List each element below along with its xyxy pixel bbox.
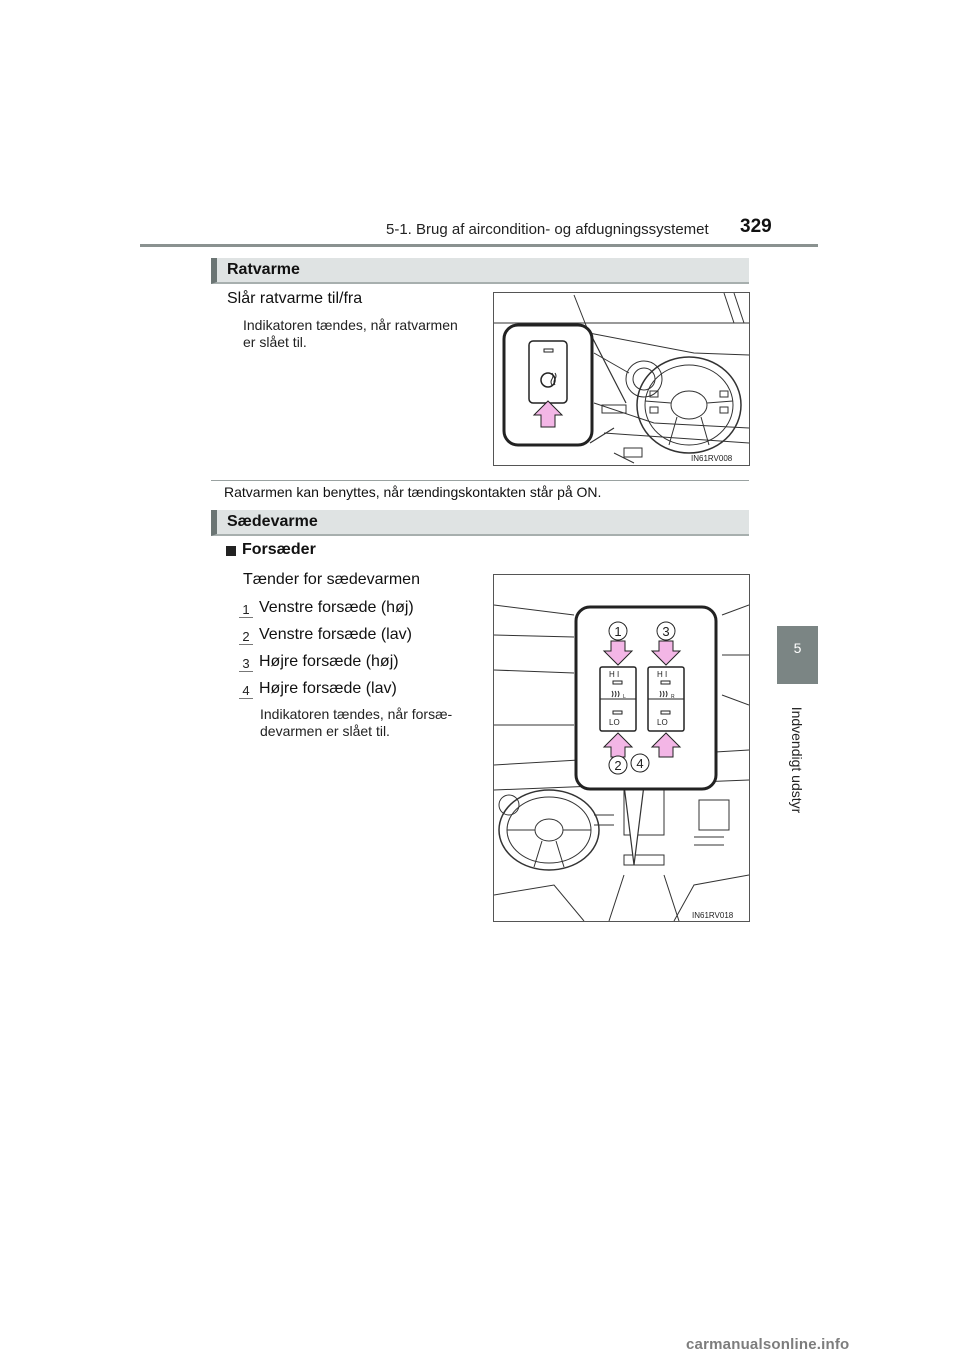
switch-left-lo: LO bbox=[609, 718, 620, 727]
page-number: 329 bbox=[740, 216, 772, 237]
watermark: carmanualsonline.info bbox=[686, 1336, 850, 1353]
header-rule bbox=[140, 244, 818, 247]
chapter-number: 5 bbox=[793, 640, 802, 656]
subheading-forsaeder: Forsæder bbox=[242, 541, 316, 558]
item-label-4: Højre forsæde (lav) bbox=[259, 680, 397, 697]
item-number-4: 4 bbox=[239, 682, 253, 699]
seat-indicator-note-line2: devarmen er slået til. bbox=[260, 723, 390, 739]
section-title: Ratvarme bbox=[227, 261, 300, 278]
steering-heater-text: Slår ratvarme til/fra bbox=[227, 290, 363, 307]
bullet-square-icon bbox=[226, 546, 236, 556]
section1-rule bbox=[211, 480, 749, 481]
dashboard-illustration bbox=[494, 293, 749, 465]
seat-mark-left: L bbox=[623, 694, 626, 700]
center-console-illustration bbox=[494, 575, 749, 921]
steering-indicator-note-line2: er slået til. bbox=[243, 334, 307, 350]
seat-heater-figure bbox=[493, 574, 750, 922]
switch-right-lo: LO bbox=[657, 718, 668, 727]
switch-left-hi: H I bbox=[609, 670, 620, 679]
running-header-section: 5-1. Brug af aircondition- og afdugningssystemet bbox=[386, 221, 709, 238]
steering-indicator-note-line1: Indikatoren tændes, når ratvarmen bbox=[243, 317, 458, 333]
steering-heater-figure bbox=[493, 292, 750, 466]
seat-indicator-note-line1: Indikatoren tændes, når forsæ- bbox=[260, 706, 453, 722]
section-header-saedevarme bbox=[211, 510, 749, 536]
chapter-title: Indvendigt udstyr bbox=[789, 706, 805, 814]
section-header-ratvarme bbox=[211, 258, 749, 284]
callout-4: 4 bbox=[636, 756, 644, 771]
callout-3: 3 bbox=[662, 624, 670, 639]
item-label-1: Venstre forsæde (høj) bbox=[259, 599, 414, 616]
switch-right-hi: H I bbox=[657, 670, 668, 679]
section-title: Sædevarme bbox=[227, 513, 318, 530]
figure-code-2: IN61RV018 bbox=[692, 911, 734, 920]
steering-footnote: Ratvarmen kan benyttes, når tændingskontakten står på ON. bbox=[224, 484, 602, 500]
callout-1: 1 bbox=[614, 624, 622, 639]
item-label-2: Venstre forsæde (lav) bbox=[259, 626, 412, 643]
item-label-3: Højre forsæde (høj) bbox=[259, 653, 399, 670]
item-number-3: 3 bbox=[239, 655, 253, 672]
seat-mark-right: R bbox=[671, 694, 675, 700]
item-number-2: 2 bbox=[239, 628, 253, 645]
figure-code-1: IN61RV008 bbox=[691, 454, 733, 463]
item-number-1: 1 bbox=[239, 601, 253, 618]
seat-heater-intro: Tænder for sædevarmen bbox=[243, 571, 420, 588]
callout-2: 2 bbox=[614, 758, 622, 773]
